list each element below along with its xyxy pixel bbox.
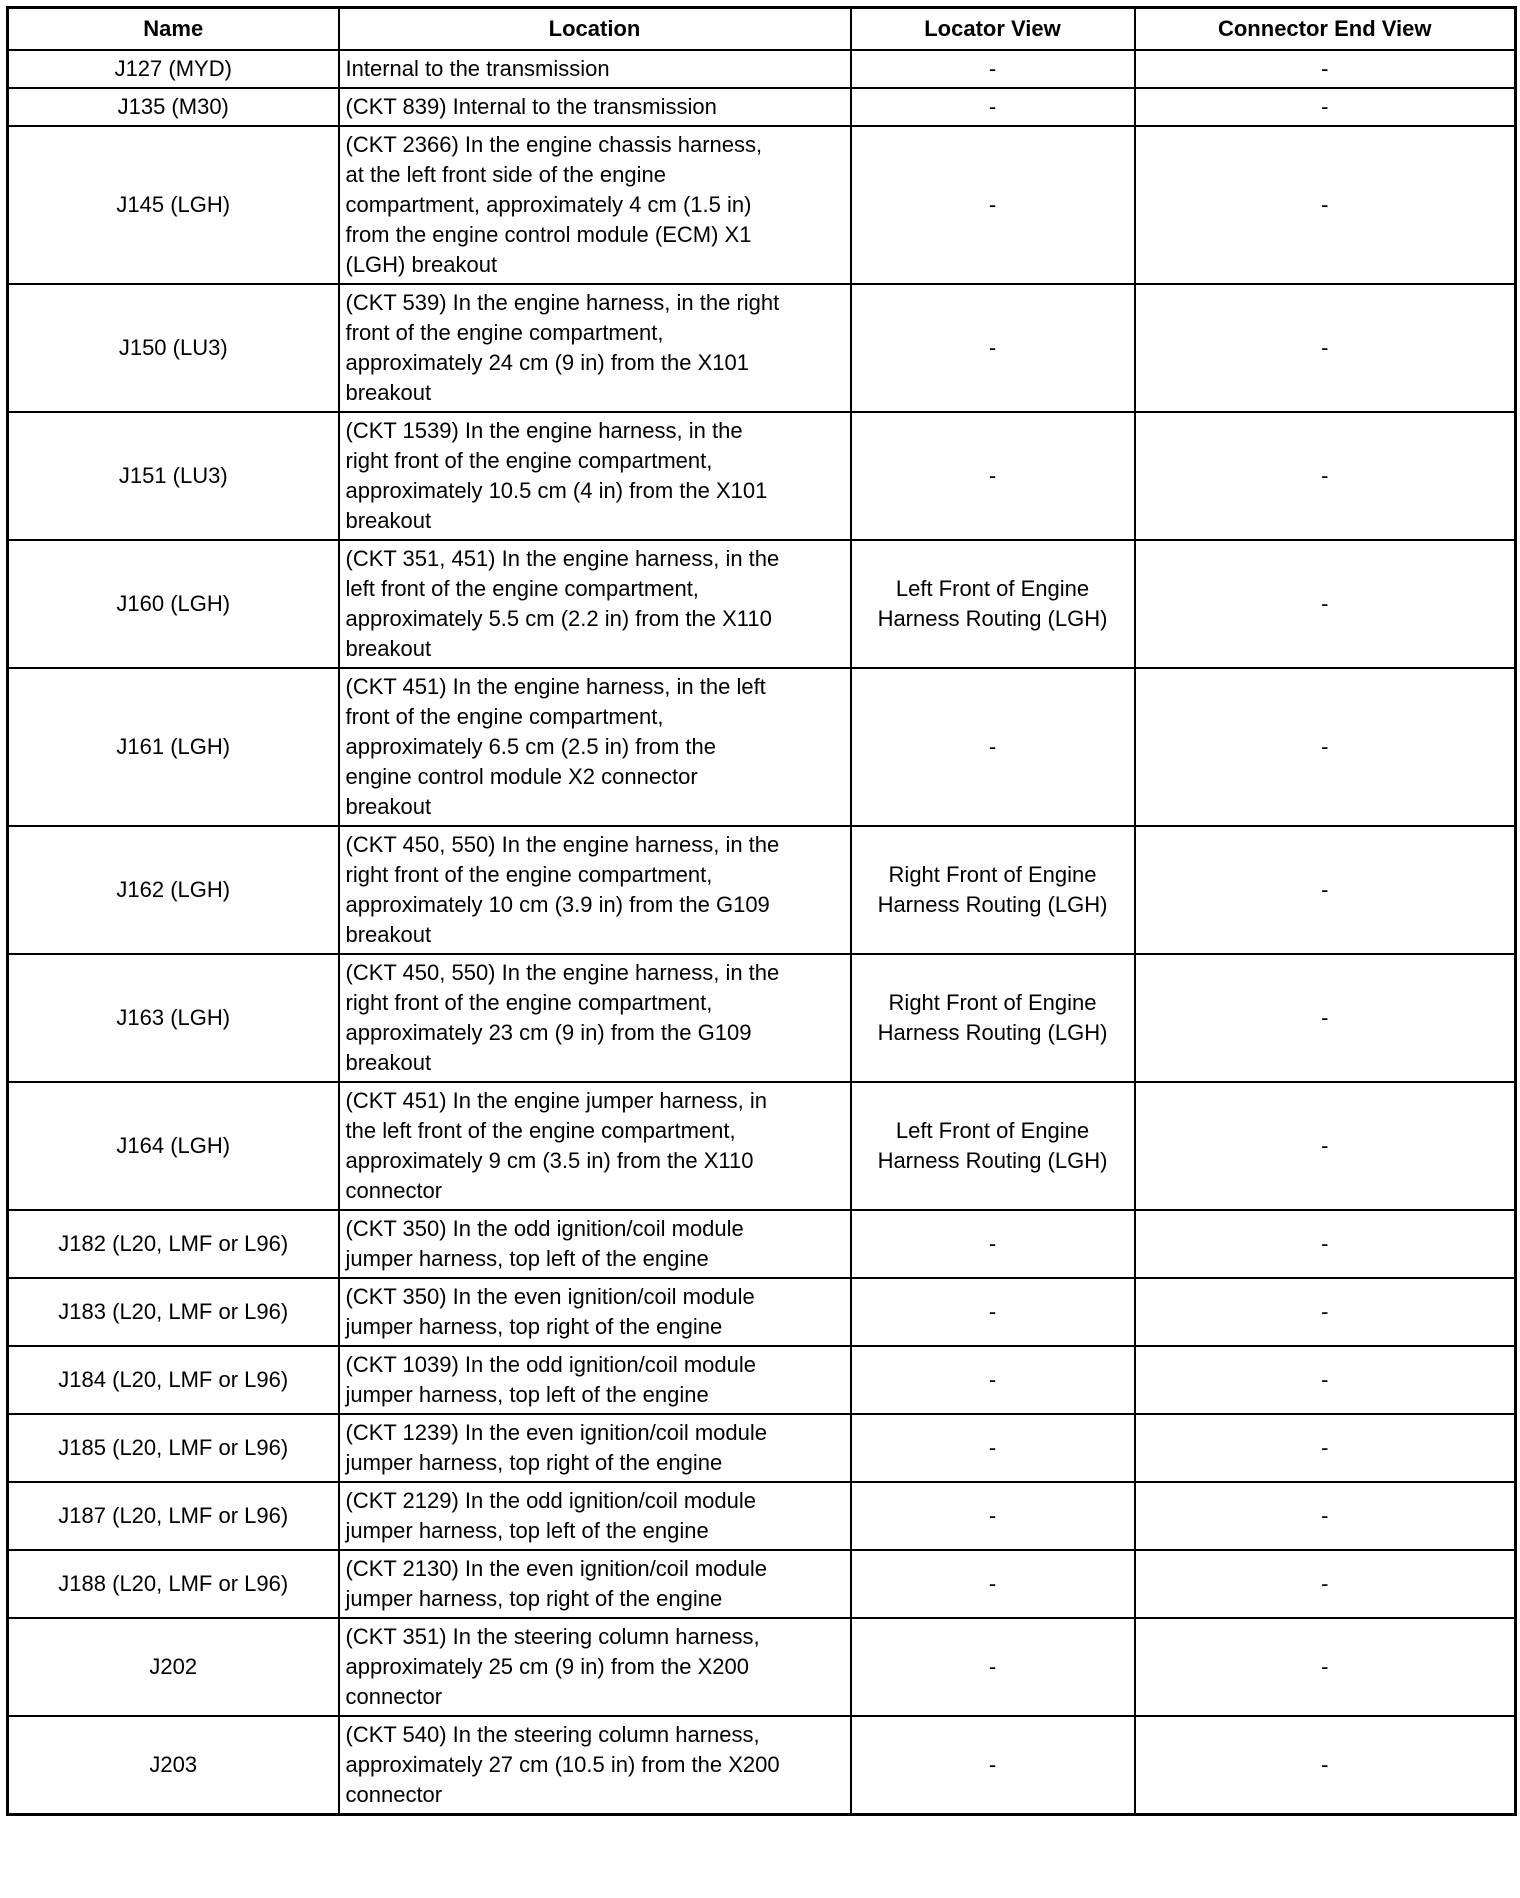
cell-name: J161 (LGH)	[8, 668, 339, 826]
table-row	[8, 284, 1516, 412]
header-connector-end-view: Connector End View	[1135, 8, 1516, 51]
cell-connector-end-view: -	[1135, 1716, 1516, 1815]
cell-name: J151 (LU3)	[8, 412, 339, 540]
cell-name: J182 (L20, LMF or L96)	[8, 1210, 339, 1278]
cell-location: (CKT 350) In the odd ignition/coil module jumper harness, top left of the engine	[339, 1210, 851, 1278]
cell-connector-end-view: -	[1135, 668, 1516, 826]
cell-locator-view: -	[851, 1210, 1135, 1278]
cell-location: Internal to the transmission	[339, 50, 851, 88]
cell-connector-end-view: -	[1135, 88, 1516, 126]
cell-name: J145 (LGH)	[8, 126, 339, 284]
table-row	[8, 88, 1516, 126]
cell-name: J163 (LGH)	[8, 954, 339, 1082]
cell-locator-view: -	[851, 1414, 1135, 1482]
table-row	[8, 412, 1516, 540]
cell-location: (CKT 540) In the steering column harness, approximately 27 cm (10.5 in) from the X200 connector	[339, 1716, 851, 1815]
cell-locator-view: -	[851, 284, 1135, 412]
table-row	[8, 1346, 1516, 1414]
cell-name: J160 (LGH)	[8, 540, 339, 668]
table-row	[8, 1482, 1516, 1550]
cell-connector-end-view: -	[1135, 1482, 1516, 1550]
table-row	[8, 826, 1516, 954]
cell-location: (CKT 839) Internal to the transmission	[339, 88, 851, 126]
cell-connector-end-view: -	[1135, 954, 1516, 1082]
cell-location: (CKT 2130) In the even ignition/coil module jumper harness, top right of the engine	[339, 1550, 851, 1618]
cell-locator-view: -	[851, 1618, 1135, 1716]
cell-name: J184 (L20, LMF or L96)	[8, 1346, 339, 1414]
table-row	[8, 126, 1516, 284]
cell-location: (CKT 1539) In the engine harness, in the right front of the engine compartment, approximately 10.5 cm (4 in) from the X101 breakout	[339, 412, 851, 540]
cell-location: (CKT 451) In the engine jumper harness, in the left front of the engine compartment, approximately 9 cm (3.5 in) from the X110 connector	[339, 1082, 851, 1210]
cell-location: (CKT 351) In the steering column harness, approximately 25 cm (9 in) from the X200 connector	[339, 1618, 851, 1716]
connector-location-table	[6, 6, 1517, 1816]
cell-location: (CKT 451) In the engine harness, in the left front of the engine compartment, approximately 6.5 cm (2.5 in) from the engine control module X2 connector breakout	[339, 668, 851, 826]
cell-connector-end-view: -	[1135, 1210, 1516, 1278]
cell-connector-end-view: -	[1135, 1346, 1516, 1414]
cell-location: (CKT 2366) In the engine chassis harness, at the left front side of the engine compartment, approximately 4 cm (1.5 in) from the engine control module (ECM) X1 (LGH) breakout	[339, 126, 851, 284]
cell-name: J187 (L20, LMF or L96)	[8, 1482, 339, 1550]
cell-name: J127 (MYD)	[8, 50, 339, 88]
cell-name: J135 (M30)	[8, 88, 339, 126]
cell-locator-view: Left Front of Engine Harness Routing (LGH)	[851, 540, 1135, 668]
cell-location: (CKT 450, 550) In the engine harness, in the right front of the engine compartment, approximately 23 cm (9 in) from the G109 breakout	[339, 954, 851, 1082]
cell-location: (CKT 2129) In the odd ignition/coil module jumper harness, top left of the engine	[339, 1482, 851, 1550]
cell-location: (CKT 450, 550) In the engine harness, in the right front of the engine compartment, approximately 10 cm (3.9 in) from the G109 breakout	[339, 826, 851, 954]
cell-connector-end-view: -	[1135, 284, 1516, 412]
table-header-row	[8, 8, 1516, 51]
cell-locator-view: -	[851, 50, 1135, 88]
cell-connector-end-view: -	[1135, 826, 1516, 954]
table-row	[8, 1414, 1516, 1482]
cell-name: J162 (LGH)	[8, 826, 339, 954]
cell-connector-end-view: -	[1135, 1618, 1516, 1716]
cell-name: J202	[8, 1618, 339, 1716]
header-location: Location	[339, 8, 851, 51]
table-row	[8, 668, 1516, 826]
cell-name: J188 (L20, LMF or L96)	[8, 1550, 339, 1618]
table-row	[8, 1716, 1516, 1815]
cell-connector-end-view: -	[1135, 412, 1516, 540]
table-row	[8, 1278, 1516, 1346]
cell-locator-view: -	[851, 1346, 1135, 1414]
cell-location: (CKT 351, 451) In the engine harness, in the left front of the engine compartment, approximately 5.5 cm (2.2 in) from the X110 breakout	[339, 540, 851, 668]
table-row	[8, 1082, 1516, 1210]
table-row	[8, 1550, 1516, 1618]
header-name: Name	[8, 8, 339, 51]
cell-connector-end-view: -	[1135, 126, 1516, 284]
cell-connector-end-view: -	[1135, 1082, 1516, 1210]
cell-connector-end-view: -	[1135, 1414, 1516, 1482]
cell-location: (CKT 1239) In the even ignition/coil module jumper harness, top right of the engine	[339, 1414, 851, 1482]
header-locator-view: Locator View	[851, 8, 1135, 51]
document-page	[6, 6, 1514, 1816]
cell-locator-view: -	[851, 1716, 1135, 1815]
cell-location: (CKT 350) In the even ignition/coil module jumper harness, top right of the engine	[339, 1278, 851, 1346]
cell-connector-end-view: -	[1135, 50, 1516, 88]
cell-connector-end-view: -	[1135, 1550, 1516, 1618]
cell-locator-view: -	[851, 88, 1135, 126]
table-row	[8, 1210, 1516, 1278]
cell-locator-view: -	[851, 412, 1135, 540]
cell-name: J164 (LGH)	[8, 1082, 339, 1210]
cell-name: J185 (L20, LMF or L96)	[8, 1414, 339, 1482]
cell-locator-view: -	[851, 668, 1135, 826]
cell-connector-end-view: -	[1135, 1278, 1516, 1346]
cell-name: J203	[8, 1716, 339, 1815]
cell-location: (CKT 1039) In the odd ignition/coil module jumper harness, top left of the engine	[339, 1346, 851, 1414]
cell-name: J150 (LU3)	[8, 284, 339, 412]
cell-locator-view: -	[851, 1482, 1135, 1550]
cell-locator-view: Left Front of Engine Harness Routing (LGH)	[851, 1082, 1135, 1210]
cell-connector-end-view: -	[1135, 540, 1516, 668]
cell-locator-view: -	[851, 126, 1135, 284]
table-row	[8, 954, 1516, 1082]
cell-location: (CKT 539) In the engine harness, in the right front of the engine compartment, approximately 24 cm (9 in) from the X101 breakout	[339, 284, 851, 412]
cell-locator-view: Right Front of Engine Harness Routing (LGH)	[851, 826, 1135, 954]
table-row	[8, 1618, 1516, 1716]
table-row	[8, 50, 1516, 88]
cell-locator-view: -	[851, 1278, 1135, 1346]
table-row	[8, 540, 1516, 668]
cell-locator-view: -	[851, 1550, 1135, 1618]
cell-name: J183 (L20, LMF or L96)	[8, 1278, 339, 1346]
cell-locator-view: Right Front of Engine Harness Routing (LGH)	[851, 954, 1135, 1082]
